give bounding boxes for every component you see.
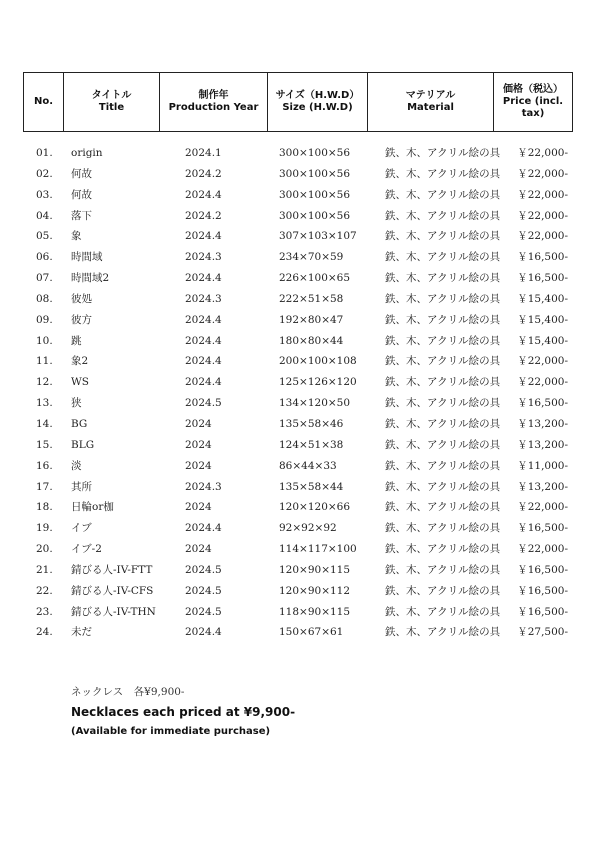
- table-row: [0, 268, 595, 289]
- row-title: 錆びる人-IV-THN: [71, 605, 156, 618]
- row-size: 300×100×56: [279, 147, 351, 159]
- row-material: 鉄、木、アクリル絵の具: [385, 397, 501, 410]
- row-material: 鉄、木、アクリル絵の具: [385, 355, 501, 368]
- row-title: 狭: [71, 397, 82, 410]
- row-size: 120×90×112: [279, 584, 351, 597]
- row-year: 2024.4: [185, 313, 222, 326]
- row-number: 23.: [36, 605, 53, 618]
- row-year: 2024.4: [185, 334, 222, 347]
- table-row: [0, 310, 595, 331]
- row-material: 鉄、木、アクリル絵の具: [385, 251, 501, 264]
- row-year: 2024.4: [185, 272, 222, 285]
- row-material: 鉄、木、アクリル絵の具: [385, 292, 501, 305]
- row-size: 135×58×46: [279, 417, 344, 430]
- row-price: ￥22,000-: [517, 501, 568, 514]
- row-price: ￥27,500-: [517, 626, 568, 639]
- row-year: 2024.5: [185, 563, 222, 576]
- header-year-jp: 制作年: [198, 90, 229, 101]
- row-price: ￥13,200-: [517, 417, 568, 430]
- row-year: 2024.5: [185, 584, 222, 597]
- row-size: 118×90×115: [279, 605, 351, 618]
- table-row: [0, 185, 595, 206]
- row-material: 鉄、木、アクリル絵の具: [385, 334, 501, 347]
- row-material: 鉄、木、アクリル絵の具: [385, 230, 501, 243]
- row-number: 24.: [36, 626, 53, 639]
- table-row: [0, 331, 595, 352]
- row-number: 19.: [36, 522, 53, 535]
- row-title: origin: [71, 147, 103, 159]
- table-row: [0, 372, 595, 393]
- row-number: 10.: [36, 334, 53, 347]
- row-material: 鉄、木、アクリル絵の具: [385, 501, 501, 514]
- row-title: 其所: [71, 480, 92, 493]
- row-price: ￥15,400-: [517, 292, 568, 305]
- row-material: 鉄、木、アクリル絵の具: [385, 376, 501, 389]
- row-size: 134×120×50: [279, 397, 351, 410]
- necklace-price-jp: ネックレス 各¥9,900-: [71, 686, 185, 698]
- row-material: 鉄、木、アクリル絵の具: [385, 626, 501, 639]
- row-number: 22.: [36, 584, 53, 597]
- table-row: [0, 206, 595, 227]
- row-size: 226×100×65: [279, 272, 351, 285]
- row-material: 鉄、木、アクリル絵の具: [385, 272, 501, 285]
- table-row: [0, 351, 595, 372]
- row-number: 07.: [36, 272, 53, 285]
- table-row: [0, 539, 595, 560]
- row-number: 08.: [36, 292, 53, 305]
- row-size: 124×51×38: [279, 438, 344, 451]
- row-price: ￥16,500-: [517, 272, 568, 285]
- row-number: 20.: [36, 543, 53, 556]
- row-size: 200×100×108: [279, 355, 357, 368]
- row-size: 86×44×33: [279, 459, 337, 472]
- row-size: 234×70×59: [279, 251, 344, 264]
- header-year-en: Production Year: [168, 102, 259, 113]
- table-row: [0, 602, 595, 623]
- row-size: 300×100×56: [279, 209, 351, 222]
- row-material: 鉄、木、アクリル絵の具: [385, 438, 501, 451]
- row-size: 135×58×44: [279, 480, 344, 493]
- row-number: 02.: [36, 167, 53, 180]
- table-row: [0, 289, 595, 310]
- row-material: 鉄、木、アクリル絵の具: [385, 605, 501, 618]
- row-price: ￥15,400-: [517, 334, 568, 347]
- row-size: 125×126×120: [279, 376, 357, 389]
- table-row: [0, 435, 595, 456]
- row-title: 象2: [71, 355, 89, 368]
- row-size: 300×100×56: [279, 188, 351, 201]
- header-no-label: No.: [33, 96, 54, 107]
- row-number: 15.: [36, 438, 53, 451]
- availability-note: (Available for immediate purchase): [71, 726, 271, 737]
- row-year: 2024.4: [185, 522, 222, 535]
- table-row: [0, 477, 595, 498]
- table-row: [0, 247, 595, 268]
- row-size: 307×103×107: [279, 230, 357, 243]
- row-size: 180×80×44: [279, 334, 344, 347]
- row-price: ￥22,000-: [517, 147, 568, 159]
- row-title: 落下: [71, 209, 92, 222]
- table-row: [0, 226, 595, 247]
- row-number: 11.: [36, 355, 53, 368]
- row-price: ￥13,200-: [517, 438, 568, 451]
- table-row: [0, 414, 595, 435]
- row-title: 錆びる人-IV-FTT: [71, 563, 153, 576]
- artwork-list: [0, 143, 595, 643]
- row-material: 鉄、木、アクリル絵の具: [385, 584, 501, 597]
- row-material: 鉄、木、アクリル絵の具: [385, 480, 501, 493]
- header-size: [268, 73, 368, 131]
- row-price: ￥11,000-: [517, 459, 568, 472]
- header-year: [160, 73, 268, 131]
- row-year: 2024.5: [185, 397, 222, 410]
- row-number: 04.: [36, 209, 53, 222]
- header-title-jp: タイトル: [91, 90, 132, 101]
- table-row: [0, 497, 595, 518]
- row-year: 2024.3: [185, 251, 222, 264]
- row-title: 時間域2: [71, 272, 110, 285]
- row-title: 跳: [71, 334, 82, 347]
- row-year: 2024.4: [185, 355, 222, 368]
- row-size: 120×120×66: [279, 501, 351, 514]
- row-number: 17.: [36, 480, 53, 493]
- row-size: 114×117×100: [279, 543, 357, 556]
- header-price-jp: 価格（税込）: [503, 84, 563, 95]
- row-year: 2024.2: [185, 167, 222, 180]
- row-number: 21.: [36, 563, 53, 576]
- row-number: 16.: [36, 459, 53, 472]
- row-number: 09.: [36, 313, 53, 326]
- row-title: 何故: [71, 167, 92, 180]
- row-size: 120×90×115: [279, 563, 351, 576]
- row-year: 2024.3: [185, 292, 222, 305]
- row-price: ￥16,500-: [517, 251, 568, 264]
- row-number: 13.: [36, 397, 53, 410]
- row-title: 何故: [71, 188, 92, 201]
- row-title: WS: [71, 376, 89, 389]
- row-title: イブ-2: [71, 543, 102, 556]
- table-row: [0, 164, 595, 185]
- row-material: 鉄、木、アクリル絵の具: [385, 209, 501, 222]
- row-number: 03.: [36, 188, 53, 201]
- row-price: ￥16,500-: [517, 397, 568, 410]
- header-price: [494, 73, 572, 131]
- row-year: 2024.2: [185, 209, 222, 222]
- row-title: BG: [71, 417, 88, 430]
- row-title: BLG: [71, 438, 95, 451]
- row-price: ￥22,000-: [517, 188, 568, 201]
- row-price: ￥22,000-: [517, 376, 568, 389]
- row-year: 2024.5: [185, 605, 222, 618]
- row-price: ￥22,000-: [517, 230, 568, 243]
- row-material: 鉄、木、アクリル絵の具: [385, 417, 501, 430]
- row-title: 錆びる人-IV-CFS: [71, 584, 154, 597]
- row-year: 2024.1: [185, 147, 222, 159]
- table-row: [0, 518, 595, 539]
- table-row: [0, 560, 595, 581]
- row-title: 彼処: [71, 292, 92, 305]
- row-number: 05.: [36, 230, 53, 243]
- row-price: ￥16,500-: [517, 584, 568, 597]
- footer-note: [71, 684, 295, 737]
- row-year: 2024: [185, 501, 212, 514]
- row-price: ￥22,000-: [517, 209, 568, 222]
- table-row: [0, 143, 595, 164]
- row-price: ￥13,200-: [517, 480, 568, 493]
- table-header: [23, 72, 573, 132]
- row-title: 未だ: [71, 626, 92, 639]
- header-size-en: Size (H.W.D): [282, 102, 353, 113]
- row-price: ￥16,500-: [517, 563, 568, 576]
- row-title: 彼方: [71, 313, 92, 326]
- row-size: 192×80×47: [279, 313, 344, 326]
- row-material: 鉄、木、アクリル絵の具: [385, 522, 501, 535]
- row-title: 象: [71, 230, 82, 243]
- row-material: 鉄、木、アクリル絵の具: [385, 167, 501, 180]
- header-no: [24, 73, 64, 131]
- row-price: ￥16,500-: [517, 605, 568, 618]
- row-number: 14.: [36, 417, 53, 430]
- row-size: 92×92×92: [279, 522, 337, 535]
- row-year: 2024: [185, 417, 212, 430]
- row-price: ￥22,000-: [517, 543, 568, 556]
- header-size-jp: サイズ（H.W.D）: [275, 90, 360, 101]
- row-year: 2024.4: [185, 626, 222, 639]
- row-number: 18.: [36, 501, 53, 514]
- table-row: [0, 393, 595, 414]
- header-material-en: Material: [407, 102, 454, 113]
- row-material: 鉄、木、アクリル絵の具: [385, 188, 501, 201]
- header-material-jp: マテリアル: [405, 90, 456, 101]
- row-material: 鉄、木、アクリル絵の具: [385, 563, 501, 576]
- row-material: 鉄、木、アクリル絵の具: [385, 459, 501, 472]
- row-material: 鉄、木、アクリル絵の具: [385, 543, 501, 556]
- row-number: 06.: [36, 251, 53, 264]
- row-year: 2024.4: [185, 230, 222, 243]
- row-year: 2024: [185, 543, 212, 556]
- table-row: [0, 456, 595, 477]
- row-title: イブ: [71, 522, 92, 535]
- row-size: 222×51×58: [279, 292, 344, 305]
- header-title: [64, 73, 160, 131]
- row-size: 300×100×56: [279, 167, 351, 180]
- header-price-en: Price (incl. tax): [502, 96, 564, 119]
- row-number: 12.: [36, 376, 53, 389]
- row-year: 2024: [185, 459, 212, 472]
- row-title: 時間域: [71, 251, 103, 264]
- row-number: 01.: [36, 147, 53, 159]
- row-material: 鉄、木、アクリル絵の具: [385, 313, 501, 326]
- row-price: ￥15,400-: [517, 313, 568, 326]
- row-material: 鉄、木、アクリル絵の具: [385, 147, 501, 159]
- header-title-en: Title: [98, 102, 125, 113]
- row-size: 150×67×61: [279, 626, 344, 639]
- row-year: 2024.3: [185, 480, 222, 493]
- header-material: [368, 73, 494, 131]
- row-year: 2024.4: [185, 188, 222, 201]
- row-year: 2024.4: [185, 376, 222, 389]
- row-year: 2024: [185, 438, 212, 451]
- row-title: 日輪or枷: [71, 501, 114, 514]
- table-row: [0, 581, 595, 602]
- row-price: ￥22,000-: [517, 167, 568, 180]
- necklace-price-en: Necklaces each priced at ¥9,900-: [71, 705, 296, 719]
- row-price: ￥16,500-: [517, 522, 568, 535]
- row-title: 淡: [71, 459, 82, 472]
- row-price: ￥22,000-: [517, 355, 568, 368]
- table-row: [0, 622, 595, 643]
